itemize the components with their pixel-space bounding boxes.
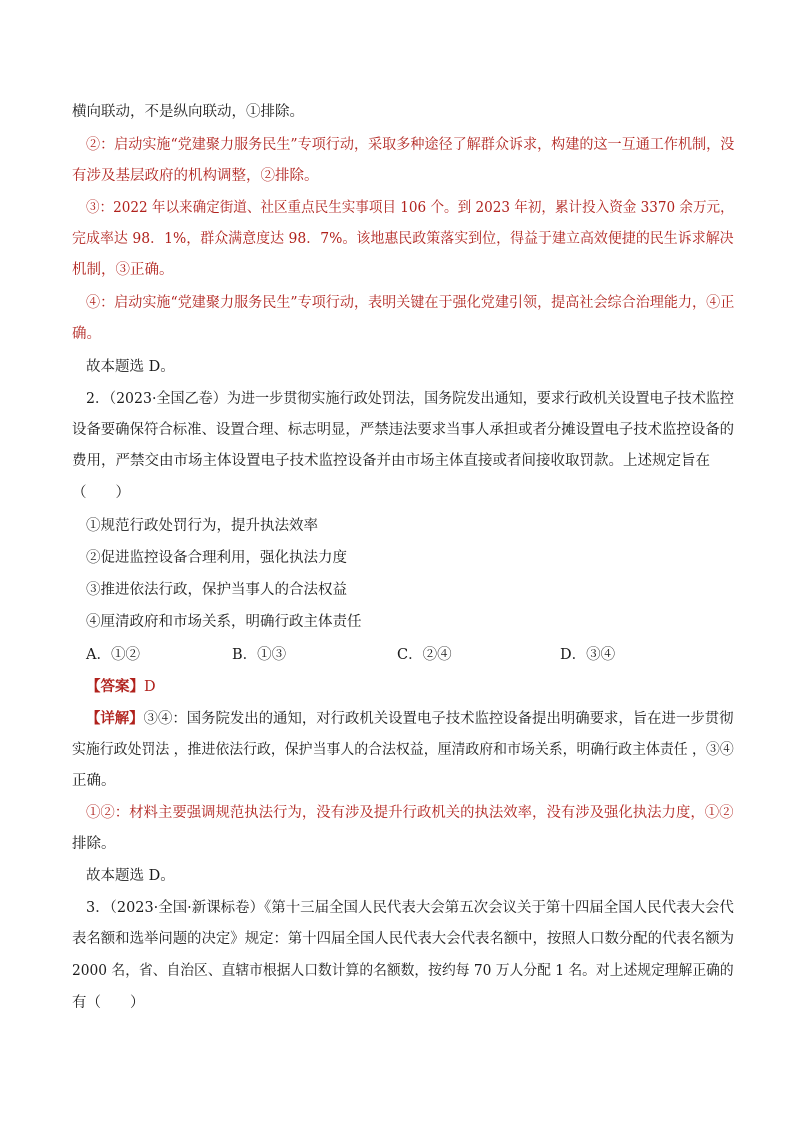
answer-value: D [144, 679, 156, 695]
q2-item-2: ②促进监控设备合理利用，强化执法力度 [86, 550, 347, 566]
q2-option-c: C．②④ [397, 647, 452, 663]
q2-exclusion-cont: 排除。 [72, 836, 116, 852]
q3-stem-cont2: 2000 名，省、自治区、直辖市根据人口数计算的名额数，按约每 70 万人分配 1 名。对上述规定理解正确的 [72, 963, 734, 979]
q1-analysis-item2-cont: 有涉及基层政府的机构调整，②排除。 [72, 168, 319, 184]
q2-option-a: A．①② [86, 647, 140, 663]
q1-analysis-item3-cont2: 机制，③正确。 [72, 262, 174, 278]
q2-option-d: D．③④ [560, 647, 616, 663]
q2-stem-cont2: 费用，严禁交由市场主体设置电子技术监控设备并由市场主体直接或者间接收取罚款。上述规定旨在 [72, 453, 710, 469]
q3-stem: 3．（2023·全国·新课标卷）《第十三届全国人民代表大会第五次会议关于第十四届全国人民代表大会代 [86, 900, 734, 916]
q2-detail [86, 709, 734, 729]
q2-stem: 2．（2023·全国乙卷）为进一步贯彻实施行政处罚法，国务院发出通知，要求行政机关设置电子技术监控 [86, 391, 734, 407]
q2-conclusion: 故本题选 D。 [86, 868, 175, 884]
q2-answer [86, 677, 156, 697]
q3-blank: 有（ ） [72, 995, 145, 1011]
q2-item-4: ④厘清政府和市场关系，明确行政主体责任 [86, 614, 362, 630]
q2-item-3: ③推进依法行政，保护当事人的合法权益 [86, 582, 347, 598]
detail-label: 【详解】 [86, 710, 144, 727]
q2-item-1: ①规范行政处罚行为，提升执法效率 [86, 518, 318, 534]
q1-conclusion: 故本题选 D。 [86, 359, 175, 375]
q2-stem-cont: 设备要确保符合标准、设置合理、标志明显，严禁违法要求当事人承担或者分摊设置电子技术监控设备的 [72, 422, 734, 438]
q1-analysis-item3-cont: 完成率达 98．1%，群众满意度达 98．7%。该地惠民政策落实到位，得益于建立高效便捷的民生诉求解决 [72, 231, 734, 247]
q1-analysis-item2: ②：启动实施“党建聚力服务民生”专项行动，采取多种途径了解群众诉求，构建的这一互通工作机制，没 [86, 137, 735, 153]
answer-label: 【答案】 [86, 678, 144, 695]
q1-analysis-item4: ④：启动实施“党建聚力服务民生”专项行动，表明关键在于强化党建引领，提高社会综合治理能力，④正 [86, 295, 735, 311]
detail-text: ③④：国务院发出的通知，对行政机关设置电子技术监控设备提出明确要求，旨在进一步贯彻 [143, 711, 734, 727]
q3-stem-cont: 表名额和选举问题的决定》规定：第十四届全国人民代表大会代表名额中，按照人口数分配的代表名额为 [72, 931, 734, 947]
q2-detail-cont2: 正确。 [72, 773, 116, 789]
q1-analysis-line: 横向联动，不是纵向联动，①排除。 [72, 104, 304, 120]
q2-detail-cont: 实施行政处罚法 ，推进依法行政，保护当事人的合法权益，厘清政府和市场关系，明确行政主体责任 ，③④ [72, 742, 734, 758]
q2-exclusion: ①②：材料主要强调规范执法行为，没有涉及提升行政机关的执法效率，没有涉及强化执法力度，①② [86, 805, 734, 821]
q1-analysis-item4-cont: 确。 [72, 326, 101, 342]
q2-option-b: B．①③ [232, 647, 287, 663]
q2-blank: （ ） [72, 485, 130, 501]
q1-analysis-item3: ③：2022 年以来确定街道、社区重点民生实事项目 106 个。到 2023 年初，累计投入资金 3370 余万元， [86, 200, 734, 216]
